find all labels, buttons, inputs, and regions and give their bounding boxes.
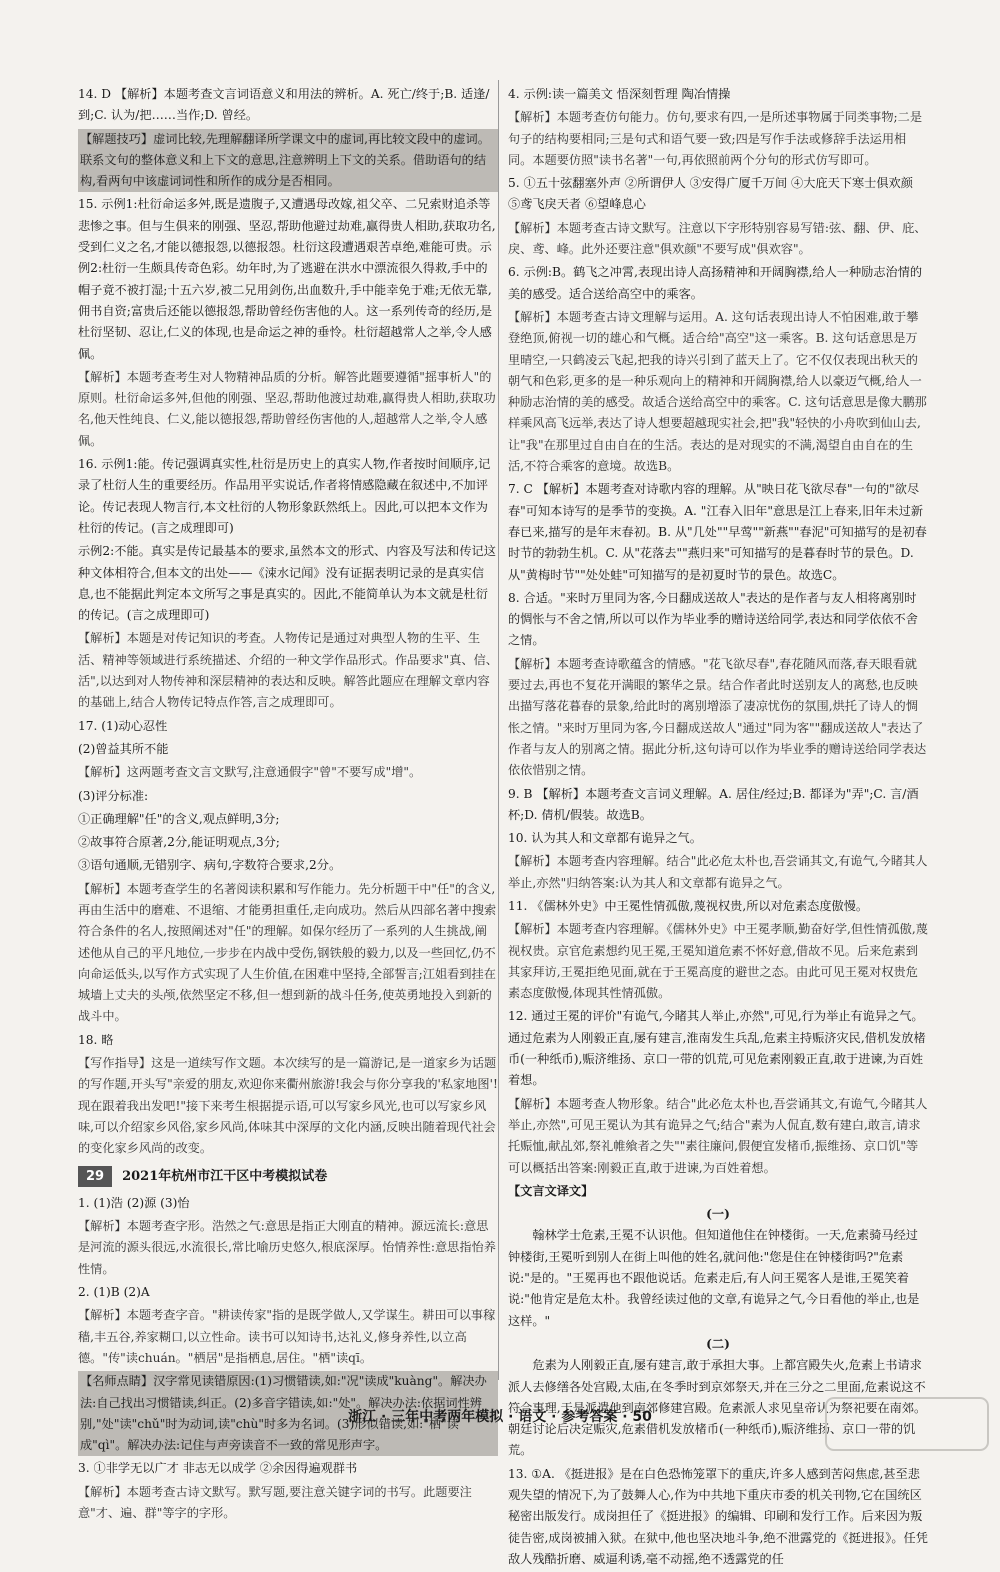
analysis-6: 【解析】本题考查古诗文理解与运用。A. 这句话表现出诗人不怕困难,敢于攀登绝顶,俯视一切的雄心和气概。适合给"高空"这一乘客。B. 这句话意思是万里晴空,一只鹤凌云飞起,把我的诗兴引到了蓝天上了。它不仅仅表现出秋天的朝气和色彩,更多的是一种乐观向上的精神和开阔胸襟,给人以豪迈气概,给人一种励志治情的美的感受。故适合送给高空中的乘客。C. 这句话意思是像大鹏那样乘风高飞远举,表达了诗人想要超越现实社会,把"我"轻快的小舟吹到仙山去,让"我"在那里过自由自在的生活。表达的是对现实的不满,渴望自由自在的生活,不符合乘客的意境。故选B。: [508, 309, 927, 474]
page-footer: 浙江 · 三年中考两年模拟 · 语文 · 参考答案 · 50: [348, 1409, 652, 1425]
answer-2: 2. (1)B (2)A: [78, 1285, 150, 1300]
answer-3: 3. ①非学无以广才 非志无以成学 ②余因得遍观群书: [78, 1461, 358, 1476]
watermark-icon: [822, 1394, 992, 1454]
answer-17-2: (2)曾益其所不能: [78, 741, 169, 756]
analysis-11: 【解析】本题考查内容理解。《儒林外史》中王冕孝顺,勤奋好学,但性情孤傲,蔑视权贵。京官危素想约见王冕,王冕知道危素不怀好意,借故不见。后来危素到其家拜访,王冕拒绝见面,就在于王冕高度的避世之态。由此可见王冕对权贵危素态度傲慢,体现其性情孤傲。: [508, 922, 928, 1001]
left-column: [78, 84, 498, 1526]
answer-16-example-2: 示例2:不能。真实是传记最基本的要求,虽然本文的形式、内容及写法和传记这种文体相符合,但本文的出处——《涑水记闻》没有证据表明记录的是真实信息,也不能据此判定本文所写之事是真实的。因此,不能简单认为本文就是杜衍的传记。(言之成理即可): [78, 544, 496, 623]
answer-14: 14. D 【解析】本题考查文言词语意义和用法的辨析。A. 死亡/终于;B. 适逢/到;C. 认为/把……当作;D. 曾经。: [78, 87, 490, 123]
analysis-2: 【解析】本题考查字音。"耕读传家"指的是既学做人,又学谋生。耕田可以事稼穑,丰五谷,养家糊口,以立性命。读书可以知诗书,达礼义,修身养性,以立高德。"传"读chuán。"栖居"是指栖息,居住。"栖"读qī。: [78, 1308, 496, 1365]
analysis-17-writing: 【解析】本题考查学生的名著阅读积累和写作能力。先分析题干中"任"的含义,再由生活中的磨难、不退缩、才能勇担重任,走向成功。然后从四部名著中搜索符合条件的名人,按照阐述对"任"的理解。如保尔经历了一系列的人生挑战,阐述他从自己的平凡地位,一步步在内战中受伤,钢铁般的毅力,以及一些回忆,仍不向命运低头,以写作方式实现了人生价值,在困难中坚持,全部誓言;江姐看到挂在城墙上丈夫的头颅,依然坚定不移,但一想到新的战斗任务,使英勇地投入到新的战斗中。: [78, 881, 497, 1024]
answer-8: 8. 合适。"来时万里同为客,今日翻成送故人"表达的是作者与友人相将离别时的惆怅与不舍之情,所以可以作为毕业季的赠诗送给同学,表达和同学依依不舍之情。: [508, 590, 918, 648]
analysis-8: 【解析】本题考查诗歌蕴含的情感。"花飞欲尽春",春花随风而落,春天眼看就要过去,再也不复花开满眼的繁华之景。结合作者此时送别友人的离愁,也反映出描写落花暮春的景象,给此时的离别增添了凄凉忧伤的氛围,烘托了诗人的惆怅之情。"来时万里同为客,今日翻成送故人"通过"同为客""翻成送故人"表达了作者与友人的别离之情。据此分析,这句诗可以作为毕业季的赠诗送给同学表达依依惜别之情。: [508, 656, 927, 778]
analysis-10: 【解析】本题考查内容理解。结合"此必危太朴也,吾尝诵其文,有诡气,今睹其人举止,亦然"归纳答案:认为其人和文章都有诡异之气。: [508, 854, 928, 890]
translation-part-2: 危素为人刚毅正直,屡有建言,敢于承担大事。上都宫殿失火,危素上书请求派人去修缮各处宫殿,太庙,在冬季时到京郊祭天,并在三分之二里面,危素说这不符合事理,于是派遣他到南郊修建宫殿。危素派人求见皇帝认为祭祀要在南郊。朝廷讨论后决定赈灾,危素借机发放楮币(一种纸币),赈济维扬、京口一带的饥荒。: [508, 1358, 927, 1458]
answer-1: 1. (1)浩 (2)源 (3)怡: [78, 1195, 190, 1210]
answer-17: 17. (1)动心忍性: [78, 718, 168, 733]
analysis-16: 【解析】本题是对传记知识的考查。人物传记是通过对典型人物的生平、生活、精神等领域进行系统描述、介绍的一种文学作品形式。作品要求"真、信、活",以达到对人物传神和深层精神的表达和反映。解答此题应在理解文章内容的基础上,结合人物传记特点作答,言之成理即可。: [78, 631, 498, 710]
answer-4: 4. 示例:读一篇美文 悟深刻哲理 陶冶情操: [508, 87, 731, 101]
analysis-5: 【解析】本题考查古诗文默写。注意以下字形特别容易写错:弦、翻、伊、庇、戾、鸢、峰。此外还要注意"俱欢颜"不要写成"俱欢容"。: [508, 220, 927, 257]
translation-part-1-title: (一): [706, 1207, 730, 1222]
watermark-logo: [822, 1394, 992, 1454]
answer-7: 7. C 【解析】本题考查对诗歌内容的理解。从"映日花飞欲尽春"一句的"欲尽春"可知本诗写的是季节的变换。A. "江春入旧年"意思是江上春来,旧年未过新春已来,描写的是年末春初。B. 从"几处""早莺""新燕""春泥"可知描写的是初春时节的勃勃生机。C. 从"花落去""燕归来"可知描写的是暮春时节的景色。D. 从"黄梅时节""处处蛙"可知描写的是初夏时节的景色。故选C。: [508, 482, 927, 582]
right-column: [508, 84, 928, 1572]
column-divider: [498, 80, 499, 1380]
scoring-17-1: ①正确理解"任"的含义,观点鲜明,3分;: [78, 811, 280, 826]
translation-part-1: 翰林学士危素,王冕不认识他。但知道他住在钟楼街。一天,危素骑马经过钟楼街,王冕听到别人在街上叫他的姓名,就问他:"您是住在钟楼街吗?"危素说:"是的。"王冕再也不跟他说话。危素走后,有人问王冕客人是谁,王冕笑着说:"他肯定是危太朴。我曾经读过他的文章,有诡异之气,今日看他的举止,也是这样。": [508, 1228, 920, 1328]
analysis-4: 【解析】本题考查仿句能力。仿句,要求有四,一是所述事物属于同类事物;二是句子的结构要相同;三是句式和语气要一致;四是写作手法或修辞手法运用相同。本题要仿照"读书名著"一句,再依照前两个分句的形式仿写即可。: [508, 110, 923, 167]
answer-6: 6. 示例:B。鹤飞之冲霄,表现出诗人高扬精神和开阔胸襟,给人一种励志治情的美的感受。适合送给高空中的乘客。: [508, 265, 923, 301]
analysis-17: 【解析】这两题考查文言文默写,注意通假字"曾"不要写成"增"。: [78, 765, 422, 780]
answer-18: 18. 略: [78, 1032, 114, 1047]
answer-5: 5. ①五十弦翻塞外声 ②所谓伊人 ③安得广厦千万间 ④大庇天下寒士俱欢颜 ⑤鸢飞戾天者 ⑥望峰息心: [508, 176, 913, 212]
answer-10: 10. 认为其人和文章都有诡异之气。: [508, 831, 702, 846]
translation-heading: 【文言文译文】: [508, 1183, 594, 1198]
scoring-17-3: ③语句通顺,无错别字、病句,字数符合要求,2分。: [78, 858, 342, 873]
section-title: 2021年杭州市江干区中考模拟试卷: [122, 1168, 328, 1184]
scoring-17-2: ②故事符合原著,2分,能证明观点,3分;: [78, 835, 280, 850]
section-number: 29: [78, 1166, 112, 1187]
scoring-17: (3)评分标准:: [78, 788, 149, 803]
answer-9: 9. B 【解析】本题考查文言词义理解。A. 居住/经过;B. 都译为"弄";C. 言/酒杯;D. 倩机/假装。故选B。: [508, 786, 919, 822]
teacher-tip-box: 【名师点睛】汉字常见读错原因:(1)习惯错读,如:"况"读成"kuàng"。解决办法:自己找出习惯错读,纠正。(2)多音字错读,如:"处"。解决办法:依据词性辨别,"处"读"chǔ"时为动词,读"chù"时多为名词。(3)形似错读,如:"栖"读成"qì"。解决办法:记住与声旁读音不一致的常见形声字。: [78, 1371, 498, 1456]
translation-part-2-title: (二): [706, 1336, 730, 1351]
analysis-15: 【解析】本题考查考生对人物精神品质的分析。解答此题要遵循"摇事析人"的原则。杜衍命运多舛,但他的刚强、坚忍,帮助他渡过劫难,赢得贵人相助,获取功名,他天性纯良、仁义,能以德报怨,帮助曾经伤害他的人,超越常人之举,令人感佩。: [78, 369, 496, 448]
analysis-1: 【解析】本题考查字形。浩然之气:意思是指正大刚直的精神。源远流长:意思是河流的源头很远,水流很长,常比喻历史悠久,根底深厚。怡情养性:意思指怡养性情。: [78, 1219, 496, 1276]
answer-15: 15. 示例1:杜衍命运多舛,既是遗腹子,又遭遇母改嫁,祖父卒、二兄索财追杀等悲惨之事。但与生俱来的刚强、坚忍,帮助他避过劫难,赢得贵人相助,获取功名,受到仁义之名,才能以德报怨,以德报怨。杜衍这段遭遇艰苦卓绝,难能可贵。示例2:杜衍一生颇具传奇色彩。幼年时,为了逃避在洪水中漂流很久得救,手中的帽子竟不被打湿;十五六岁,被二兄用剑伤,出血数升,手中能幸免于难;无依无靠,佣书自资;富贵后还能以德报怨,帮助曾经伤害他的人。这一系列传奇的经历,是杜衍坚韧、忍让,仁义的体现,也是命运之神的垂怜。杜衍超越常人之举,令人感佩。: [78, 197, 496, 361]
analysis-3: 【解析】本题考查古诗文默写。默写题,要注意关键字词的书写。此题要注意"才、遍、群"等字的字形。: [78, 1484, 472, 1520]
analysis-12: 【解析】本题考查人物形象。结合"此必危太朴也,吾尝诵其文,有诡气,今睹其人举止,亦然",可见王冕认为其有诡异之气;结合"素为人侃直,数有建白,敢言,请求托赈恤,献乩郊,祭礼帷飨者之失""素往廉问,假便宜发楮币,振维扬、京口饥"等可以概括出答案:刚毅正直,敢于进谏,为百姓着想。: [508, 1096, 928, 1175]
section-header: [78, 1166, 498, 1187]
answer-12: 12. 通过王冕的评价"有诡气,今睹其人举止,亦然",可见,行为举止有诡异之气。通过危素为人刚毅正直,屡有建言,淮南发生兵乱,危素主持赈济灾民,借机发放楮币(一种纸币),赈济维扬、京口一带的饥荒,可见危素刚毅正直,敢于进谏,为百姓着想。: [508, 1009, 926, 1088]
writing-guide-18: 【写作指导】这是一道续写作文题。本次续写的是一篇游记,是一道家乡为话题的写作题,开头写"亲爱的朋友,欢迎你来衢州旅游!我会与你分享我的'私家地图'!现在跟着我出发吧!"接下来考生根据提示语,可以写家乡风光,也可以写家乡风味,可以介绍家乡风俗,家乡风尚,体味其中深厚的文化内涵,反映出随着现代社会的变化家乡风尚的改变。: [78, 1056, 498, 1156]
answer-11: 11. 《儒林外史》中王冕性情孤傲,蔑视权贵,所以对危素态度傲慢。: [508, 898, 869, 913]
answer-16: 16. 示例1:能。传记强调真实性,杜衍是历史上的真实人物,作者按时间顺序,记录了杜衍人生的重要经历。作品用平实说话,作者将情感隐藏在叙述中,不加评论。传记表现人物言行,本文杜衍的人物形象跃然纸上。因此,可以把本文作为杜衍的传记。(言之成理即可): [78, 457, 491, 535]
tip-box: 【解题技巧】虚词比较,先理解翻译所学课文中的虚词,再比较文段中的虚词。联系文句的整体意义和上下文的意思,注意辨明上下文的关系。借助语句的结构,看两句中该虚词词性和所作的成分是否相同。: [78, 129, 498, 193]
answer-13: 13. ①A. 《挺进报》是在白色恐怖笼罩下的重庆,许多人感到苦闷焦虑,甚至悲观失望的情况下,为了鼓舞人心,作为中共地下重庆市委的机关刊物,它在国统区秘密出版发行。成岗担任了《挺进报》的编辑、印刷和发行工作。后来因为叛徒告密,成岗被捕入狱。在狱中,他也坚决地斗争,绝不泄露党的《挺进报》。任凭敌人残酷折磨、威逼利诱,毫不动摇,绝不透露党的任: [508, 1466, 928, 1566]
